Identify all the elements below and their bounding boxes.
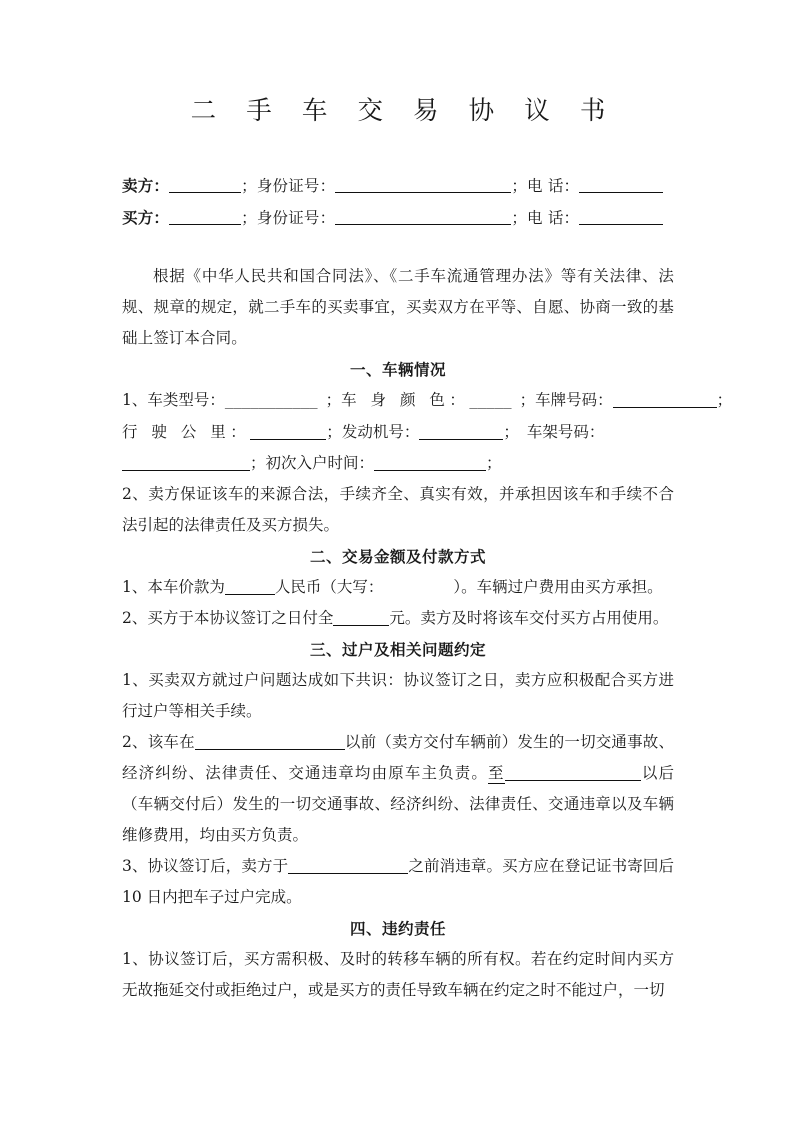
clause-3-1-text: 买卖双方就过户问题达成如下共识：协议签订之日，卖方应积极配合买方进行过户等相关手续。: [122, 670, 674, 720]
label-plate-number: 车牌号码：: [535, 390, 613, 409]
clause-2-1: [122, 572, 674, 603]
buyer-phone-blank[interactable]: [579, 210, 663, 225]
clause-2-2-text-a: 买方于本协议签订之日付全: [147, 608, 334, 627]
engine-number-blank[interactable]: [419, 424, 503, 440]
clause-3-3-text-a: 协议签订后，卖方于: [147, 856, 289, 875]
section-heading-2: 二、交易金额及付款方式: [309, 546, 486, 566]
buyer-label: 买方：: [122, 207, 170, 227]
intro-paragraph: 根据《中华人民共和国合同法》、《二手车流通管理办法》等有关法律、法规、规章的规定，就二手车的买卖事宜，买卖双方在平等、自愿、协商一致的基础上签订本合同。: [122, 266, 674, 347]
clause-3-2-text-a: 该车在: [147, 732, 195, 751]
clause-number-3-3: 3、: [122, 856, 148, 875]
separator-1: ；: [241, 176, 257, 195]
page-title: 二 手 车 交 易 协 议 书: [190, 96, 617, 126]
clause-1-2: [122, 479, 674, 541]
price-amount-blank[interactable]: [225, 579, 275, 595]
clause-1-1-line-2: [122, 417, 674, 448]
violation-clear-date-blank[interactable]: [288, 858, 408, 874]
clause-3-2-text-b: 以前（卖方交付车辆前）发生的一切交通事故、经济纠纷、法律责任、交通违章均由原车主负责。: [122, 732, 674, 782]
label-car-model: 车类型号：: [147, 390, 225, 409]
document-content: [122, 0, 733, 1006]
clause-3-1: [122, 665, 674, 727]
label-mileage: 行 驶 公 里：: [122, 422, 251, 441]
clause-number-3-1: 1、: [122, 670, 149, 689]
clause-3-2: [122, 727, 674, 851]
sep-engine: ；: [503, 422, 519, 441]
clause-number-2-2: 2、: [122, 608, 148, 627]
mileage-blank[interactable]: [250, 424, 326, 440]
label-car-color: 车 身 颜 色：: [341, 390, 470, 409]
section-heading-4: 四、违约责任: [349, 918, 446, 938]
payment-amount-blank[interactable]: [333, 610, 389, 626]
label-engine-number: 发动机号：: [341, 422, 420, 441]
clause-3-2-text-d: 以后（车辆交付后）发生的一切交通事故、经济纠纷、法律责任、交通违章以及车辆维修费用，均由买方负责。: [122, 763, 674, 844]
clause-number-2-1: 1、: [122, 577, 148, 596]
seller-name-blank[interactable]: [169, 178, 241, 193]
seller-phone-blank[interactable]: [579, 178, 663, 193]
sep-mileage: ；: [326, 422, 342, 441]
sep-first-reg: ；: [486, 453, 502, 472]
buyer-id-label: 身份证号：: [256, 208, 336, 227]
buyer-name-blank[interactable]: [169, 210, 241, 225]
car-model-blank[interactable]: ___________: [224, 392, 318, 409]
sep-model: ；: [325, 390, 342, 409]
buyer-id-blank[interactable]: [335, 210, 511, 225]
clause-number-1-2: 2、: [122, 484, 149, 503]
clause-2-1-text-c: ）。车辆过户费用由买方承担。: [453, 577, 663, 596]
clause-2-1-text-b: 人民币（大写：: [274, 577, 384, 596]
label-vin: 车架号码：: [526, 422, 605, 441]
seller-label: 卖方：: [122, 175, 170, 195]
label-first-registration: 初次入户时间：: [265, 453, 375, 472]
seller-line: [122, 170, 674, 202]
separator-3: ；: [241, 208, 257, 227]
clause-3-2-text-c: 至: [488, 763, 505, 782]
clause-3-3-text-b: 之前消违章。买方应在登记证书寄回后 10 日内把车子过户完成。: [122, 856, 674, 906]
clause-2-2-text-b: 元。卖方及时将该车交付买方占用使用。: [389, 608, 669, 627]
clause-1-2-text: 卖方保证该车的来源合法，手续齐全、真实有效，并承担因该车和手续不合法引起的法律责任及买方损失。: [122, 484, 674, 534]
sep-color: ；: [519, 390, 536, 409]
clause-3-3: [122, 851, 674, 913]
sep-vin: ；: [250, 453, 266, 472]
clause-4-1: [122, 944, 674, 1006]
buyer-phone-label: 电 话：: [527, 208, 580, 227]
first-registration-blank[interactable]: [374, 455, 486, 471]
clause-2-1-text-a: 本车价款为: [147, 577, 225, 596]
section-heading-3: 三、过户及相关问题约定: [309, 639, 486, 659]
buyer-line: [122, 202, 674, 234]
delivery-date-after-blank[interactable]: [505, 765, 641, 781]
clause-number-1-1: 1、: [122, 390, 148, 409]
clause-4-1-text: 协议签订后，买方需积极、及时的转移车辆的所有权。若在约定时间内买方无故拖延交付或拒绝过户，或是买方的责任导致车辆在约定之时不能过户，一切: [122, 949, 674, 999]
seller-phone-label: 电 话：: [527, 176, 580, 195]
delivery-date-before-blank[interactable]: [195, 734, 345, 750]
plate-number-blank[interactable]: [613, 392, 717, 408]
seller-id-blank[interactable]: [335, 178, 511, 193]
section-heading-1: 一、车辆情况: [349, 359, 446, 379]
party-info-block: [122, 170, 674, 234]
separator-4: ；: [511, 208, 528, 227]
clause-number-3-2: 2、: [122, 732, 148, 751]
separator-2: ；: [511, 176, 528, 195]
sep-plate: ；: [716, 390, 733, 409]
clause-1-1-line-3: [122, 448, 674, 479]
vin-blank[interactable]: [122, 455, 250, 471]
clause-2-2: [122, 603, 674, 634]
clause-1-1-line-1: [122, 385, 733, 417]
seller-id-label: 身份证号：: [256, 176, 336, 195]
car-color-blank[interactable]: _____: [469, 392, 512, 409]
clause-number-4-1: 1、: [122, 949, 149, 968]
